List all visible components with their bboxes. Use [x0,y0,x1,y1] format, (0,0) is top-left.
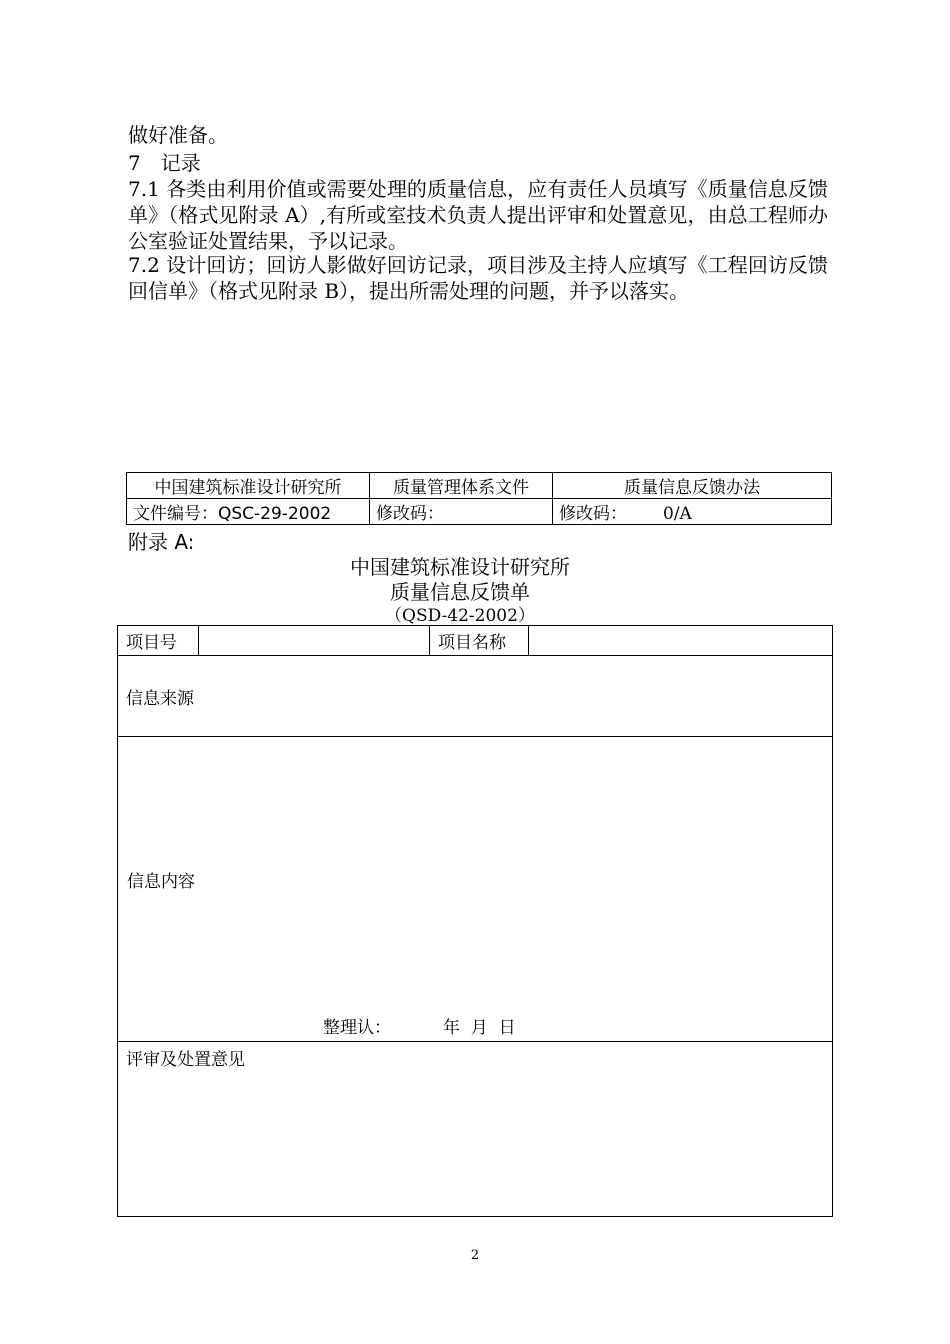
date-label: 年 月 日 [443,1018,516,1038]
appendix-label: 附录 A: [128,530,195,554]
header-rev-code-right: 修改码： 0/A [553,499,832,525]
info-source-cell[interactable] [118,656,833,737]
page-number: 2 [470,1248,480,1263]
header-doc-type: 质量管理体系文件 [370,473,553,499]
section-7-heading: 7 记录 [128,151,201,175]
header-org: 中国建筑标准设计研究所 [127,473,370,499]
form-title: 质量信息反馈单 [390,580,530,604]
form-code: （QSD-42-2002） [385,606,535,626]
info-source-label: 信息来源 [126,688,194,709]
info-content-label: 信息内容 [127,872,195,892]
feedback-form-table [117,625,833,1217]
project-name-field[interactable] [529,626,833,656]
project-no-label: 项目号 [118,626,199,656]
project-no-field[interactable] [199,626,430,656]
header-rev-code-left: 修改码： [370,499,553,525]
form-title-org: 中国建筑标准设计研究所 [350,555,570,579]
info-content-cell[interactable] [118,737,833,1042]
body-line-1: 做好准备。 [128,123,228,147]
paragraph-7-1: 7.1 各类由利用价值或需要处理的质量信息，应有责任人员填写《质量信息反馈单》（格式见附录 A）,有所或室技术负责人提出评审和处置意见，由总工程师办公室验证处置结果，予以记录。 [128,177,828,253]
header-file-no: 文件编号：QSC-29-2002 [127,499,370,525]
header-doc-title: 质量信息反馈办法 [553,473,832,499]
paragraph-7-2: 7.2 设计回访；回访人影做好回访记录，项目涉及主持人应填写《工程回访反馈回信单》（格式见附录 B），提出所需处理的问题，并予以落实。 [128,253,828,303]
review-opinion-cell[interactable] [118,1042,833,1217]
document-header-table [126,472,832,525]
review-label: 评审及处置意见 [126,1050,245,1070]
compiled-by-label: 整理认： [323,1018,391,1038]
project-name-label: 项目名称 [430,626,529,656]
